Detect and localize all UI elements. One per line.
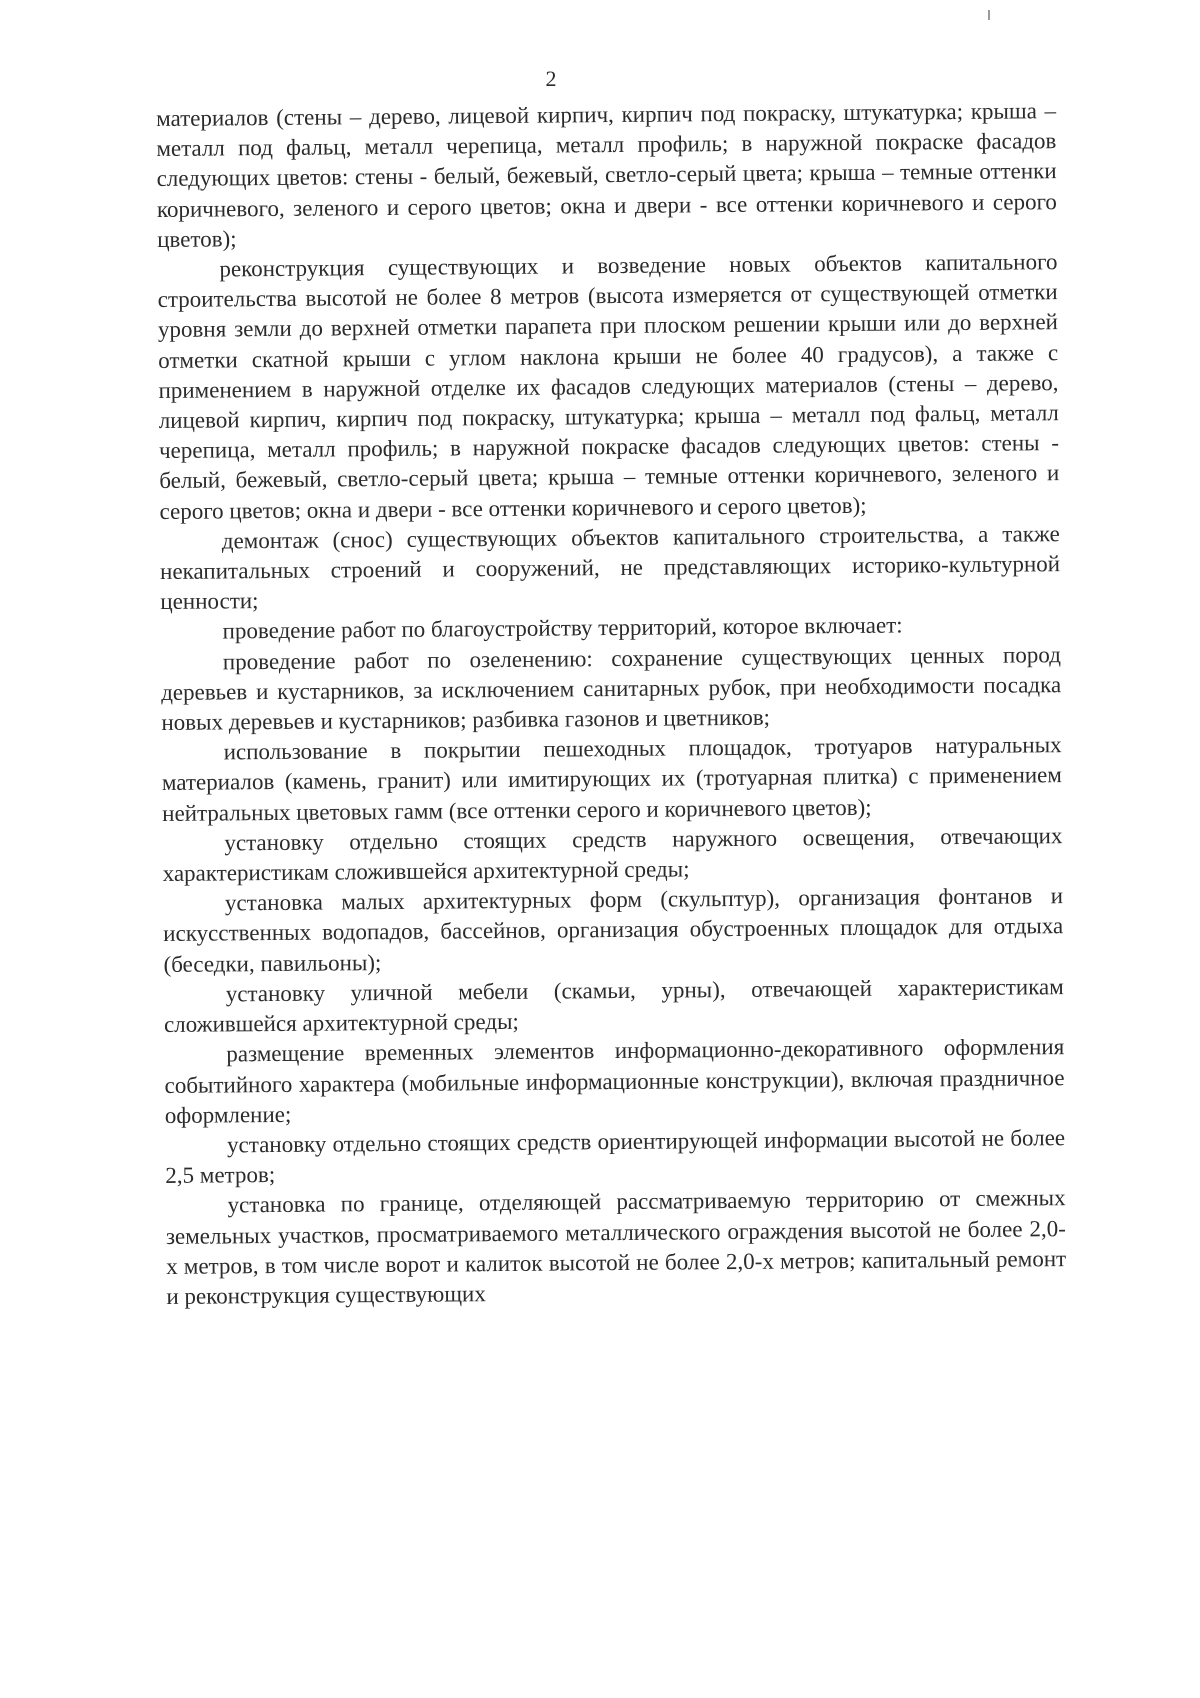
paragraph-temporary-decor: размещение временных элементов информационно-декоративного оформления событийного характера (мобильные информационные конструкции), включая праздничное оформление; bbox=[164, 1034, 1065, 1128]
paragraph-greening: проведение работ по озеленению: сохранение существующих ценных пород деревьев и кустарников, за исключением санитарных рубок, при необходимости посадка новых деревьев и кустарников; разбивка газонов и цветников; bbox=[161, 641, 1062, 736]
paragraph-demolition: демонтаж (снос) существующих объектов капитального строительства, а также некапитальных строений и сооружений, не представляющих историко-культурной ценности; bbox=[159, 520, 1061, 615]
paragraph-street-furniture: установку уличной мебели (скамьи, урны), отвечающей характеристикам сложившейся архитектурной среды; bbox=[163, 974, 1064, 1038]
paragraph-reconstruction: реконструкция существующих и возведение новых объектов капитального строительства высотой не более 8 метров (высота измеряется от существующей отметки уровня земли до верхней отметки парапета при плоском решении крыши или до верхней отметки скатной крыши с углом наклона крыши не более 40 градусов), а также с применением в наружной отделке их фасадов следующих материалов (стены – дерево, лицевой кирпич, кирпич под покраску, штукатурка; крыша – металл под фальц, металл черепица, металл профиль; в наружной покраске фасадов следующих цветов: стены - белый, бежевый, светло-серый цвета; крыша – темные оттенки коричневого, зеленого и серого цветов; окна и двери - все оттенки коричневого и серого цветов); bbox=[157, 249, 1060, 524]
scan-artifact-mark bbox=[988, 10, 990, 20]
paragraph-wayfinding: установку отдельно стоящих средств ориентирующей информации высотой не более 2,5 метров; bbox=[165, 1125, 1066, 1189]
paragraph-lighting: установку отдельно стоящих средств наружного освещения, отвечающих характеристикам сложившейся архитектурной среды; bbox=[162, 822, 1063, 887]
paragraph-fencing: установка по границе, отделяющей рассматриваемую территорию от смежных земельных участков, просматриваемого металлического ограждения высотой не более 2,0-х метров, в том числе ворот и калиток высотой не более 2,0-х метров; капитальный ремонт и реконструкция существующих bbox=[165, 1185, 1067, 1309]
document-body bbox=[156, 96, 1067, 1312]
paragraph-small-forms: установка малых архитектурных форм (скульптур), организация фонтанов и искусственных водопадов, бассейнов, организация обустроенных площадок для отдыха (беседки, павильоны); bbox=[163, 883, 1064, 977]
page-number: 2 bbox=[545, 66, 557, 91]
paragraph-landscaping-intro: проведение работ по благоустройству территорий, которое включает: bbox=[222, 612, 903, 644]
paragraph-continuation: материалов (стены – дерево, лицевой кирпич, кирпич под покраску, штукатурка; крыша – металл под фальц, металл черепица, металл профиль; в наружной покраске фасадов следующих цветов: стены - белый, бежевый, светло-серый цвета; крыша – темные оттенки коричневого, зеленого и серого цветов; окна и двери - все оттенки коричневого и серого цветов); bbox=[156, 98, 1057, 252]
paragraph-paving: использование в покрытии пешеходных площадок, тротуаров натуральных материалов (камень, гранит) или имитирующих их (тротуарная плитка) с применением нейтральных цветовых гамм (все оттенки серого и коричневого цветов); bbox=[161, 732, 1062, 826]
